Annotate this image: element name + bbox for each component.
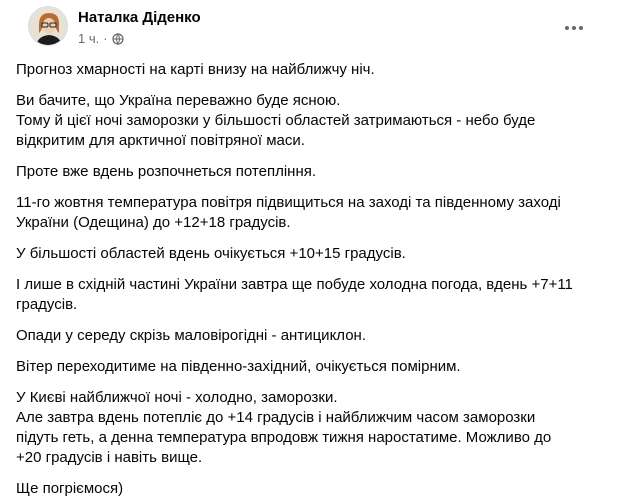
post-text-line: Вітер переходитиме на південно-західний, очікується помірним.: [16, 358, 461, 375]
post-text-line: У більшості областей вдень очікується +10+15 градусів.: [16, 245, 406, 262]
post-text-line: відкритим для арктичної повітряної маси.: [16, 132, 305, 149]
post-text-line: підуть геть, а денна температура впродовж тижня наростатиме. Можливо до: [16, 429, 552, 446]
post-text-line: Проте вже вдень розпочнеться потепління.: [16, 163, 317, 180]
post-text-line: градусів.: [16, 296, 78, 313]
post-text-line: України (Одещина) до +12+18 градусів.: [16, 214, 291, 231]
post-text-line: Тому й цієї ночі заморозки у більшості областей затримаються - небо буде: [16, 112, 536, 129]
meta-separator: ·: [103, 31, 108, 46]
avatar[interactable]: [28, 6, 68, 46]
post-text-line: +20 градусів і навіть вище.: [16, 449, 203, 466]
post-text-line: Прогноз хмарності на карті внизу на найближчу ніч.: [16, 61, 375, 78]
post-text-line: 11-го жовтня температура повітря підвищиться на заході та південному заході: [16, 194, 561, 211]
post-paragraph: [16, 244, 606, 264]
post-text-line: Але завтра вдень потепліє до +14 градусів і найближчим часом заморозки: [16, 409, 536, 426]
post-paragraph: [16, 326, 606, 346]
post-paragraph: [16, 60, 606, 80]
post-paragraph: [16, 91, 606, 151]
post-text-line: І лише в східній частині України завтра ще побуде холодна погода, вдень +7+11: [16, 276, 573, 293]
post-paragraph: [16, 162, 606, 182]
post-time[interactable]: 1 ч.: [78, 31, 100, 46]
post-text-line: Опади у середу скрізь маловірогідні - антициклон.: [16, 327, 367, 344]
post-paragraph: [16, 193, 606, 233]
post-body: [16, 60, 606, 500]
post-paragraph: [16, 388, 606, 468]
post-paragraph: [16, 357, 606, 377]
post-paragraph: [16, 275, 606, 315]
post-paragraph: [16, 479, 606, 499]
globe-icon[interactable]: [112, 33, 124, 45]
post-header: [16, 0, 604, 60]
author-name[interactable]: Наталка Діденко: [78, 9, 201, 26]
post-text-line: Ще погріємося): [16, 480, 124, 497]
post-meta: [78, 31, 124, 46]
more-options-icon[interactable]: [556, 10, 592, 46]
post-text-line: У Києві найближчої ночі - холодно, заморозки.: [16, 389, 338, 406]
post-text-line: Ви бачите, що Україна переважно буде ясною.: [16, 92, 341, 109]
